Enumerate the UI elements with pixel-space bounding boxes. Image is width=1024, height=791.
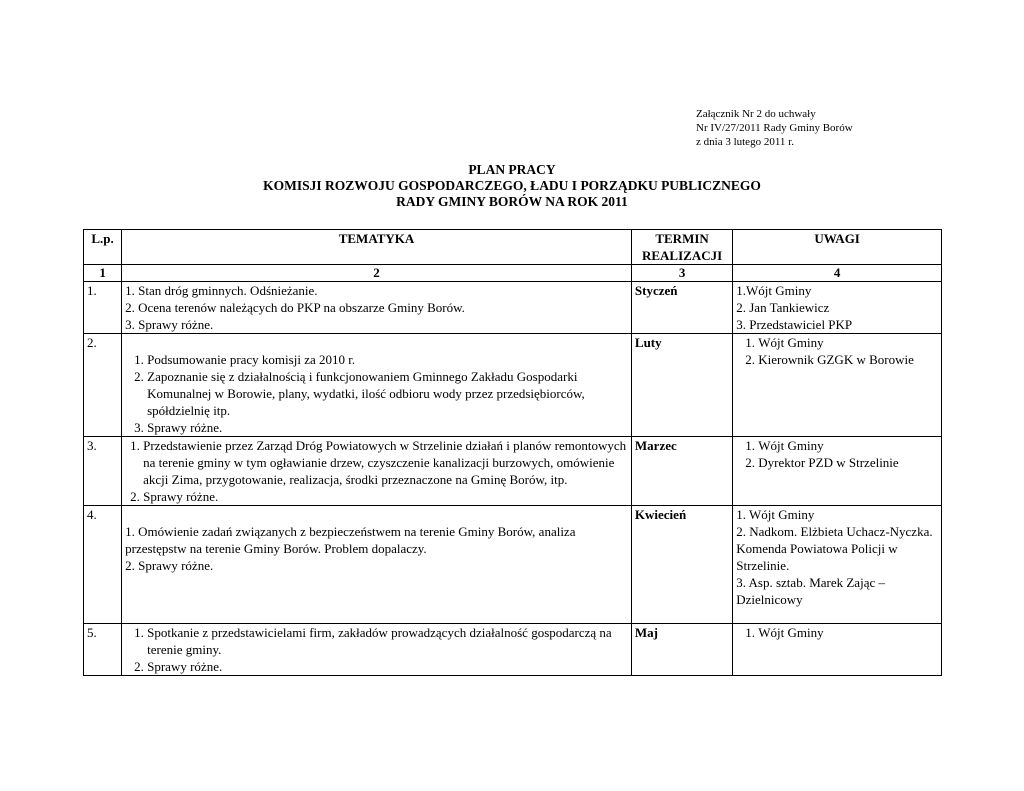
title-line-3: RADY GMINY BORÓW NA ROK 2011: [396, 194, 628, 209]
row-topics: [122, 437, 632, 506]
attachment-line-1: Załącznik Nr 2 do uchwały: [696, 108, 816, 120]
row-lp: 4.: [84, 506, 122, 624]
remark-item: 3. Asp. sztab. Marek Zając – Dzielnicowy: [736, 575, 885, 607]
remark-item: 2. Nadkom. Elżbieta Uchacz-Nyczka. Komenda Powiatowa Policji w Strzelinie.: [736, 524, 933, 573]
header-uwagi: UWAGI: [733, 230, 942, 265]
row-lp: 5.: [84, 624, 122, 676]
column-number: 1: [84, 265, 122, 282]
column-number: 2: [122, 265, 632, 282]
topic-item: 2. Sprawy różne.: [147, 658, 628, 675]
work-plan-table: [83, 229, 942, 676]
title-line-2: KOMISJI ROZWOJU GOSPODARCZEGO, ŁADU I PORZĄDKU PUBLICZNEGO: [263, 178, 761, 193]
row-uwagi: [733, 624, 942, 676]
row-uwagi: [733, 334, 942, 437]
header-lp: L.p.: [84, 230, 122, 265]
attachment-line-3: z dnia 3 lutego 2011 r.: [696, 136, 794, 148]
table-row: [84, 437, 942, 506]
row-uwagi: [733, 282, 942, 334]
topic-item: 2. Sprawy różne.: [143, 488, 628, 505]
remark-list: [736, 624, 938, 641]
topic-list: [125, 437, 628, 505]
remark-list: [736, 334, 938, 368]
remark-item: 1.Wójt Gminy: [736, 283, 812, 298]
topic-list: [125, 351, 628, 436]
row-termin: Maj: [631, 624, 732, 676]
document-title: [0, 162, 1024, 210]
topic-item: 2. Zapoznanie się z działalnością i funkcjonowaniem Gminnego Zakładu Gospodarki Komunalnej w Borowie, plany, wydatki, ilość odbioru wody przez przedsiębiorców, spółdzielnię itp.: [147, 368, 628, 419]
row-termin: Luty: [631, 334, 732, 437]
topic-item: 3. Sprawy różne.: [147, 419, 628, 436]
remark-item: 1. Wójt Gminy: [758, 624, 938, 641]
topic-item: 3. Sprawy różne.: [125, 317, 214, 332]
remark-item: 3. Przedstawiciel PKP: [736, 317, 853, 332]
row-uwagi: [733, 506, 942, 624]
remark-item: 2. Jan Tankiewicz: [736, 300, 830, 315]
row-lp: 1.: [84, 282, 122, 334]
column-number-row: [84, 265, 942, 282]
row-topics: [122, 624, 632, 676]
column-number: 3: [631, 265, 732, 282]
remark-item: 1. Wójt Gminy: [758, 437, 938, 454]
remark-item: 1. Wójt Gminy: [736, 507, 815, 522]
row-uwagi: [733, 437, 942, 506]
remark-item: 2. Kierownik GZGK w Borowie: [758, 351, 938, 368]
row-lp: 2.: [84, 334, 122, 437]
title-line-1: PLAN PRACY: [468, 162, 556, 177]
column-number: 4: [733, 265, 942, 282]
row-topics: [122, 282, 632, 334]
topic-item: 1. Podsumowanie pracy komisji za 2010 r.: [147, 351, 628, 368]
row-topics: [122, 506, 632, 624]
topic-item: 2. Sprawy różne.: [125, 558, 214, 573]
topic-item: 1. Omówienie zadań związanych z bezpieczeństwem na terenie Gminy Borów, analiza przestępstw na terenie Gminy Borów. Problem dopalaczy.: [125, 524, 576, 556]
topic-item: 1. Stan dróg gminnych. Odśnieżanie.: [125, 283, 318, 298]
row-termin: Styczeń: [631, 282, 732, 334]
row-topics: [122, 334, 632, 437]
attachment-note: [696, 107, 853, 149]
header-tematyka: TEMATYKA: [122, 230, 632, 265]
topic-list: [125, 624, 628, 675]
row-termin: Marzec: [631, 437, 732, 506]
table-row: [84, 282, 942, 334]
remark-item: 1. Wójt Gminy: [758, 334, 938, 351]
table-row: [84, 624, 942, 676]
table-row: [84, 506, 942, 624]
remark-list: [736, 437, 938, 471]
topic-item: 2. Ocena terenów należących do PKP na obszarze Gminy Borów.: [125, 300, 465, 315]
table-row: [84, 334, 942, 437]
header-row: [84, 230, 942, 265]
remark-item: 2. Dyrektor PZD w Strzelinie: [758, 454, 938, 471]
attachment-line-2: Nr IV/27/2011 Rady Gminy Borów: [696, 122, 853, 134]
topic-item: 1. Przedstawienie przez Zarząd Dróg Powiatowych w Strzelinie działań i planów remontowych na terenie gminy w tym ogławianie drzew, czyszczenie kanalizacji burzowych, omówienie akcji Zima, przygotowanie, realizacja, środki przeznaczone na Gminę Borów, itp.: [143, 437, 628, 488]
row-termin: Kwiecień: [631, 506, 732, 624]
topic-item: 1. Spotkanie z przedstawicielami firm, zakładów prowadzących działalność gospodarczą na terenie gminy.: [147, 624, 628, 658]
header-termin: TERMIN REALIZACJI: [631, 230, 732, 265]
row-lp: 3.: [84, 437, 122, 506]
